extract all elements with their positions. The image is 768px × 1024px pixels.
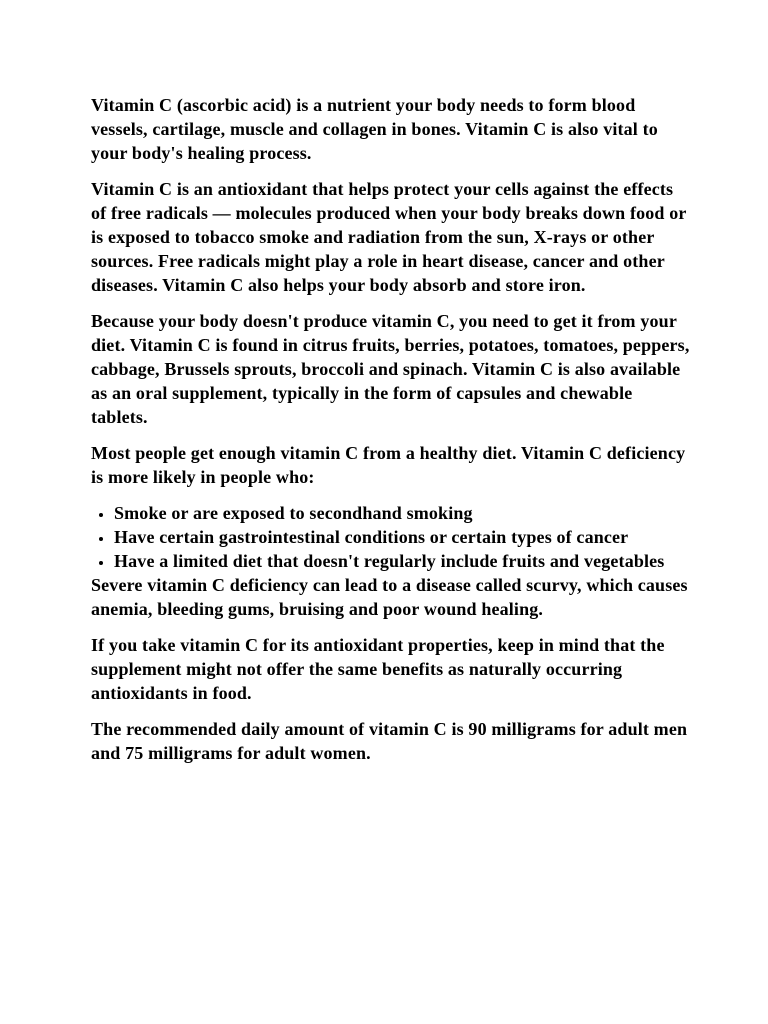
risk-list <box>91 501 691 573</box>
intro-paragraph: Vitamin C (ascorbic acid) is a nutrient your body needs to form blood vessels, cartilage, muscle and collagen in bones. Vitamin C is also vital to your body's healing process. <box>91 95 658 163</box>
list-item: • Smoke or are exposed to secondhand smoking <box>114 501 691 525</box>
antioxidant-paragraph: Vitamin C is an antioxidant that helps protect your cells against the effects of free radicals — molecules produced when your body breaks down food or is exposed to tobacco smoke and radiation from the sun, X-rays or other sources. Free radicals might play a role in heart disease, cancer and other diseases. Vitamin C also helps your body absorb and store iron. <box>91 179 687 295</box>
list-item: • Have a limited diet that doesn't regularly include fruits and vegetables <box>114 549 691 573</box>
daily-amount-paragraph: The recommended daily amount of vitamin C is 90 milligrams for adult men and 75 milligrams for adult women. <box>91 719 688 763</box>
list-item: • Have certain gastrointestinal conditions or certain types of cancer <box>114 525 691 549</box>
scurvy-paragraph: Severe vitamin C deficiency can lead to a disease called scurvy, which causes anemia, bleeding gums, bruising and poor wound healing. <box>91 575 688 619</box>
supplement-paragraph: If you take vitamin C for its antioxidant properties, keep in mind that the supplement might not offer the same benefits as naturally occurring antioxidants in food. <box>91 635 665 703</box>
document-body <box>91 93 691 777</box>
sources-paragraph: Because your body doesn't produce vitamin C, you need to get it from your diet. Vitamin C is found in citrus fruits, berries, potatoes, tomatoes, peppers, cabbage, Brussels sprouts, broccoli and spinach. Vitamin C is also available as an oral supplement, typically in the form of capsules and chewable tablets. <box>91 311 690 427</box>
deficiency-intro-paragraph: Most people get enough vitamin C from a healthy diet. Vitamin C deficiency is more likely in people who: <box>91 443 686 487</box>
